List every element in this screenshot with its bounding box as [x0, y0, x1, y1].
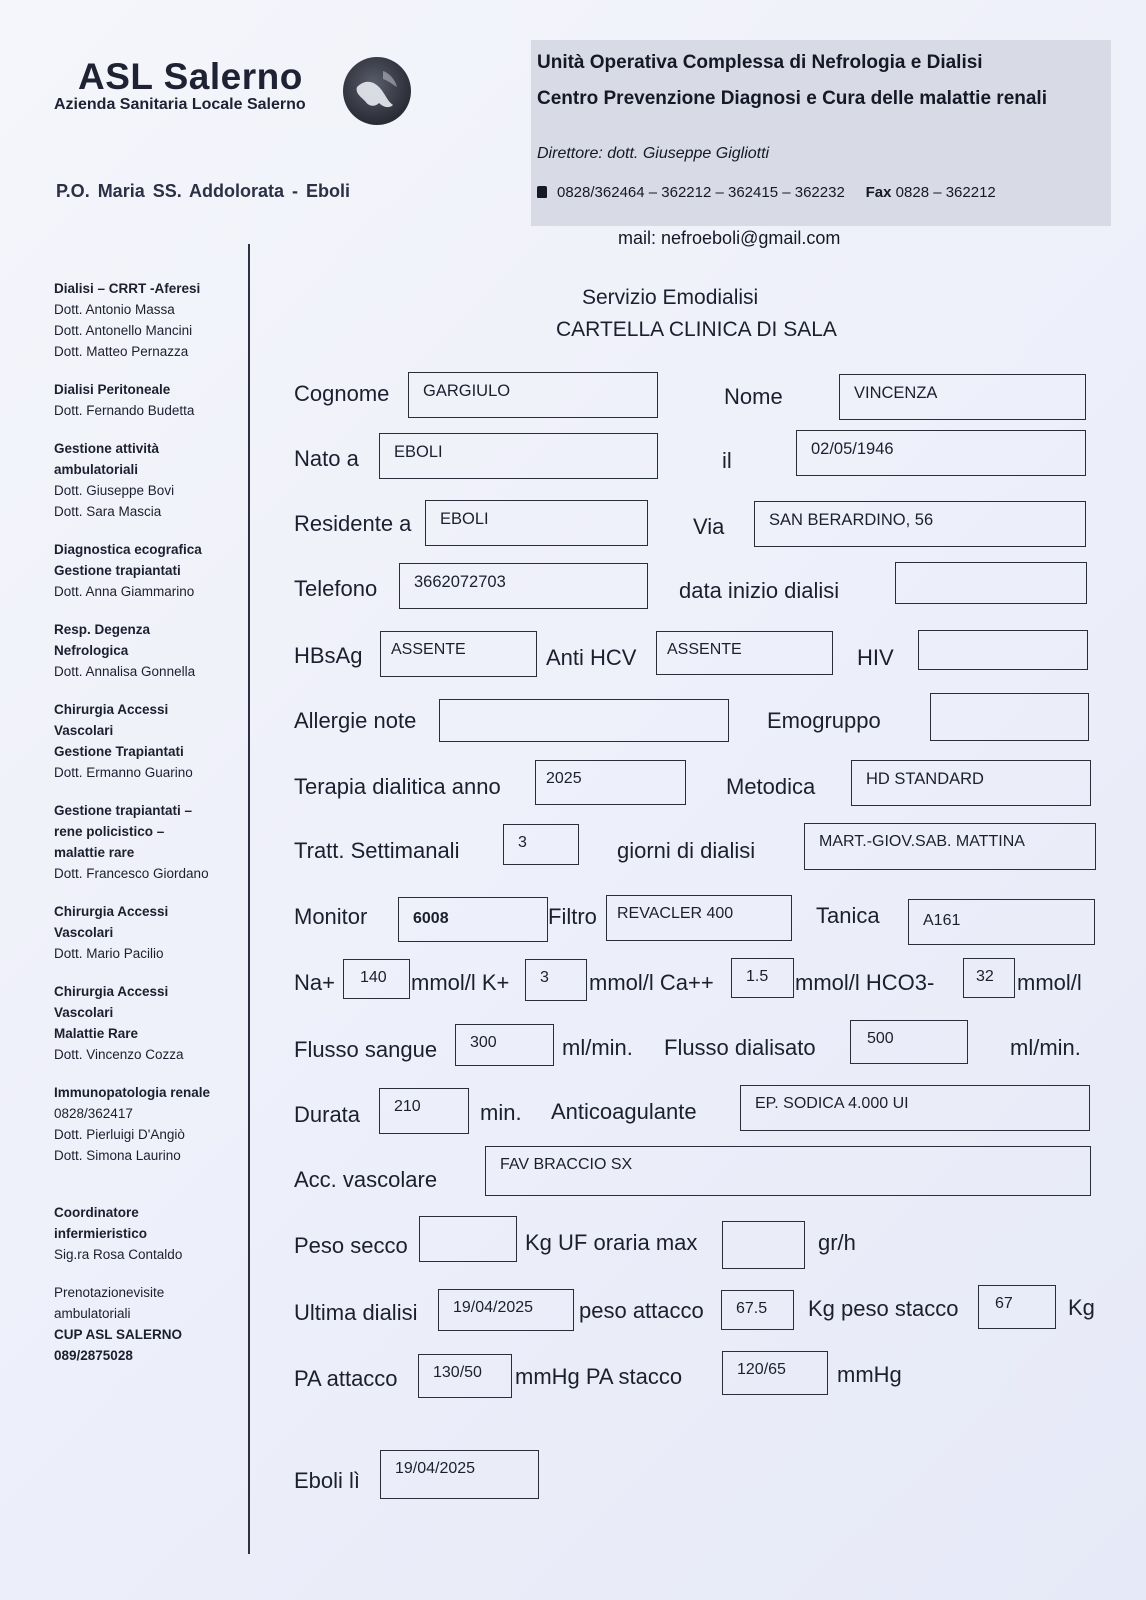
label-allergie: Allergie note — [294, 708, 417, 733]
sidebar-section-title: CUP ASL SALERNO — [54, 1327, 183, 1342]
field-cognome[interactable]: GARGIULO — [408, 372, 658, 418]
sidebar-group — [54, 1082, 244, 1166]
sidebar-staff-name: Dott. Ermanno Guarino — [54, 765, 193, 780]
label-tratt: Tratt. Settimanali — [294, 838, 460, 863]
sidebar-section-title: Dialisi – CRRT -Aferesi — [54, 281, 201, 296]
sidebar-staff-name: Prenotazionevisite — [54, 1285, 165, 1300]
field-data-inizio[interactable] — [895, 562, 1087, 604]
field-uf[interactable] — [722, 1221, 805, 1269]
field-peso-secco[interactable] — [419, 1216, 517, 1262]
field-na[interactable]: 140 — [343, 959, 410, 999]
sidebar-section-title: Nefrologica — [54, 643, 129, 658]
label-ultima-dialisi: Ultima dialisi — [294, 1300, 418, 1325]
sidebar-staff-name: 0828/362417 — [54, 1106, 133, 1121]
sidebar-section-title: Vascolari — [54, 1005, 114, 1020]
header-contacts — [537, 184, 996, 201]
field-pa-stacco[interactable]: 120/65 — [722, 1351, 828, 1395]
header-fax: 0828 – 362212 — [895, 184, 996, 201]
sidebar-section-title: Gestione trapiantati – — [54, 803, 193, 818]
sidebar-section-title: infermieristico — [54, 1226, 148, 1241]
label-metodica: Metodica — [726, 774, 816, 799]
label-pa-attacco: PA attacco — [294, 1366, 398, 1391]
field-acc-vascolare[interactable]: FAV BRACCIO SX — [485, 1146, 1091, 1196]
field-k[interactable]: 3 — [525, 959, 587, 1001]
sidebar-group — [54, 278, 244, 362]
sidebar-group — [54, 699, 244, 783]
sidebar-staff-name: Dott. Fernando Budetta — [54, 403, 195, 418]
sidebar-staff-name: Dott. Antonio Massa — [54, 302, 175, 317]
field-ca[interactable]: 1.5 — [731, 958, 794, 998]
phone-icon — [537, 186, 547, 198]
sidebar-section-title: Chirurgia Accessi — [54, 702, 169, 717]
field-hbsag[interactable]: ASSENTE — [380, 631, 537, 677]
sidebar-staff-name: Dott. Anna Giammarino — [54, 584, 195, 599]
header-mail: mail: nefroeboli@gmail.com — [618, 228, 841, 248]
label-mmol-end: mmol/l — [1017, 970, 1082, 995]
label-il: il — [722, 448, 732, 473]
label-mmol-hco3: mmol/l HCO3- — [795, 970, 935, 995]
field-monitor[interactable]: 6008 — [398, 897, 548, 942]
label-mmol-ca: mmol/l Ca++ — [589, 970, 714, 995]
sidebar-staff-name: Dott. Giuseppe Bovi — [54, 483, 175, 498]
label-terapia: Terapia dialitica anno — [294, 774, 501, 799]
label-peso-secco: Peso secco — [294, 1233, 408, 1258]
field-flusso-dialisato[interactable]: 500 — [850, 1020, 968, 1064]
label-flusso-sangue: Flusso sangue — [294, 1037, 438, 1062]
sidebar-section-title: Malattie Rare — [54, 1026, 139, 1041]
label-hbsag: HBsAg — [294, 643, 363, 668]
label-nome: Nome — [724, 384, 783, 409]
sidebar-staff-name: Dott. Sara Mascia — [54, 504, 162, 519]
sidebar-group — [54, 379, 244, 421]
sidebar-divider — [248, 244, 250, 1554]
service-title: Servizio Emodialisi — [582, 286, 759, 309]
label-cognome: Cognome — [294, 381, 390, 406]
sidebar-group — [54, 619, 244, 682]
label-data-inizio: data inizio dialisi — [679, 578, 840, 603]
field-allergie[interactable] — [439, 699, 729, 742]
field-terapia[interactable]: 2025 — [535, 760, 686, 805]
label-acc-vascolare: Acc. vascolare — [294, 1167, 438, 1192]
field-hiv[interactable] — [918, 630, 1088, 670]
field-nome[interactable]: VINCENZA — [839, 374, 1086, 420]
label-via: Via — [693, 514, 725, 539]
sidebar-staff-name: Dott. Simona Laurino — [54, 1148, 181, 1163]
field-tanica[interactable]: A161 — [908, 899, 1095, 945]
label-anticoagulante: Anticoagulante — [551, 1099, 697, 1124]
sidebar-section-title: Vascolari — [54, 925, 114, 940]
field-date[interactable]: 19/04/2025 — [380, 1450, 539, 1499]
sidebar-section-title: rene policistico – — [54, 824, 165, 839]
label-kg: Kg — [1068, 1295, 1095, 1320]
hospital-name: P.O. Maria SS. Addolorata - Eboli — [56, 181, 351, 201]
logo-title: ASL Salerno — [78, 56, 303, 97]
sidebar-section-title: Resp. Degenza — [54, 622, 151, 637]
field-peso-stacco[interactable]: 67 — [978, 1285, 1056, 1329]
sidebar-group — [54, 981, 244, 1065]
sidebar-section-title: 089/2875028 — [54, 1348, 133, 1363]
field-il[interactable]: 02/05/1946 — [796, 430, 1086, 476]
label-mmhg: mmHg — [837, 1362, 902, 1387]
logo-subtitle: Azienda Sanitaria Locale Salerno — [54, 96, 306, 113]
sidebar-section-title: malattie rare — [54, 845, 135, 860]
header-phones: 0828/362464 – 362212 – 362415 – 362232 — [557, 184, 845, 201]
label-residente: Residente a — [294, 511, 412, 536]
field-ultima-dialisi[interactable]: 19/04/2025 — [438, 1289, 574, 1331]
header-director: Direttore: dott. Giuseppe Gigliotti — [537, 145, 770, 162]
sidebar-staff-name: Dott. Annalisa Gonnella — [54, 664, 196, 679]
label-flusso-dialisato: Flusso dialisato — [664, 1035, 816, 1060]
label-eboli-li: Eboli lì — [294, 1468, 361, 1493]
label-tanica: Tanica — [816, 903, 880, 928]
field-metodica[interactable]: HD STANDARD — [851, 760, 1091, 806]
sidebar-section-title: Dialisi Peritoneale — [54, 382, 171, 397]
field-emogruppo[interactable] — [930, 693, 1089, 741]
sidebar-section-title: ambulatoriali — [54, 462, 139, 477]
field-durata[interactable]: 210 — [379, 1088, 469, 1134]
label-monitor: Monitor — [294, 904, 368, 929]
label-nato-a: Nato a — [294, 446, 359, 471]
label-giorni: giorni di dialisi — [617, 838, 756, 863]
label-na: Na+ — [294, 970, 335, 995]
label-min: min. — [480, 1100, 522, 1125]
label-ml-min-1: ml/min. — [562, 1035, 633, 1060]
field-residente[interactable]: EBOLI — [425, 500, 648, 546]
sidebar-staff-name: Dott. Antonello Mancini — [54, 323, 193, 338]
sidebar-section-title: Gestione Trapiantati — [54, 744, 184, 759]
label-telefono: Telefono — [294, 576, 378, 601]
sidebar-staff-name: Dott. Matteo Pernazza — [54, 344, 189, 359]
label-emogruppo: Emogruppo — [767, 708, 881, 733]
label-kg-uf: Kg UF oraria max — [525, 1230, 698, 1255]
asl-logo-icon — [343, 57, 411, 125]
label-durata: Durata — [294, 1102, 361, 1127]
sidebar-section-title: Gestione attività — [54, 441, 160, 456]
sidebar-group — [54, 901, 244, 964]
sidebar-group — [54, 800, 244, 884]
sidebar-group — [54, 438, 244, 522]
field-via[interactable]: SAN BERARDINO, 56 — [754, 501, 1086, 547]
field-flusso-sangue[interactable]: 300 — [455, 1024, 554, 1066]
field-nato-a[interactable]: EBOLI — [379, 433, 658, 479]
sidebar-staff-name: Dott. Mario Pacilio — [54, 946, 164, 961]
label-mmhg-pa-stacco: mmHg PA stacco — [515, 1364, 683, 1389]
header-line1: Unità Operativa Complessa di Nefrologia e Dialisi — [537, 52, 983, 73]
form-title: CARTELLA CLINICA DI SALA — [556, 318, 837, 341]
label-mmol-k: mmol/l K+ — [411, 970, 510, 995]
field-hco3[interactable]: 32 — [963, 958, 1015, 998]
sidebar-staff-name: Dott. Francesco Giordano — [54, 866, 209, 881]
field-tratt[interactable]: 3 — [503, 824, 579, 865]
field-giorni[interactable]: MART.-GIOV.SAB. MATTINA — [804, 823, 1096, 870]
sidebar-group — [54, 539, 244, 602]
sidebar-staff-name: ambulatoriali — [54, 1306, 131, 1321]
field-anticoagulante[interactable]: EP. SODICA 4.000 UI — [740, 1085, 1090, 1131]
field-filtro[interactable]: REVACLER 400 — [606, 895, 792, 941]
label-hiv: HIV — [857, 645, 894, 670]
sidebar-section-title: Immunopatologia renale — [54, 1085, 211, 1100]
field-pa-attacco[interactable]: 130/50 — [418, 1354, 512, 1398]
field-peso-attacco[interactable]: 67.5 — [721, 1290, 794, 1330]
sidebar-staff-list — [54, 278, 244, 1383]
sidebar-section-title: Chirurgia Accessi — [54, 904, 169, 919]
label-grh: gr/h — [818, 1230, 856, 1255]
sidebar-staff-name: Dott. Vincenzo Cozza — [54, 1047, 184, 1062]
field-anti-hcv[interactable]: ASSENTE — [656, 631, 833, 675]
sidebar-section-title: Vascolari — [54, 723, 114, 738]
label-kg-peso-stacco: Kg peso stacco — [808, 1296, 959, 1321]
sidebar-group — [54, 1202, 244, 1265]
sidebar-group — [54, 1282, 244, 1366]
sidebar-section-title: Coordinatore — [54, 1205, 139, 1220]
label-filtro: Filtro — [548, 904, 597, 929]
fax-label: Fax — [865, 184, 892, 201]
label-ml-min-2: ml/min. — [1010, 1035, 1081, 1060]
label-anti-hcv: Anti HCV — [546, 645, 637, 670]
sidebar-section-title: Diagnostica ecografica — [54, 542, 202, 557]
field-telefono[interactable]: 3662072703 — [399, 563, 648, 609]
header-line2: Centro Prevenzione Diagnosi e Cura delle malattie renali — [537, 88, 1047, 109]
sidebar-section-title: Gestione trapiantati — [54, 563, 181, 578]
sidebar-staff-name: Dott. Pierluigi D'Angiò — [54, 1127, 185, 1142]
sidebar-staff-name: Sig.ra Rosa Contaldo — [54, 1247, 183, 1262]
sidebar-section-title: Chirurgia Accessi — [54, 984, 169, 999]
label-peso-attacco: peso attacco — [579, 1298, 704, 1323]
